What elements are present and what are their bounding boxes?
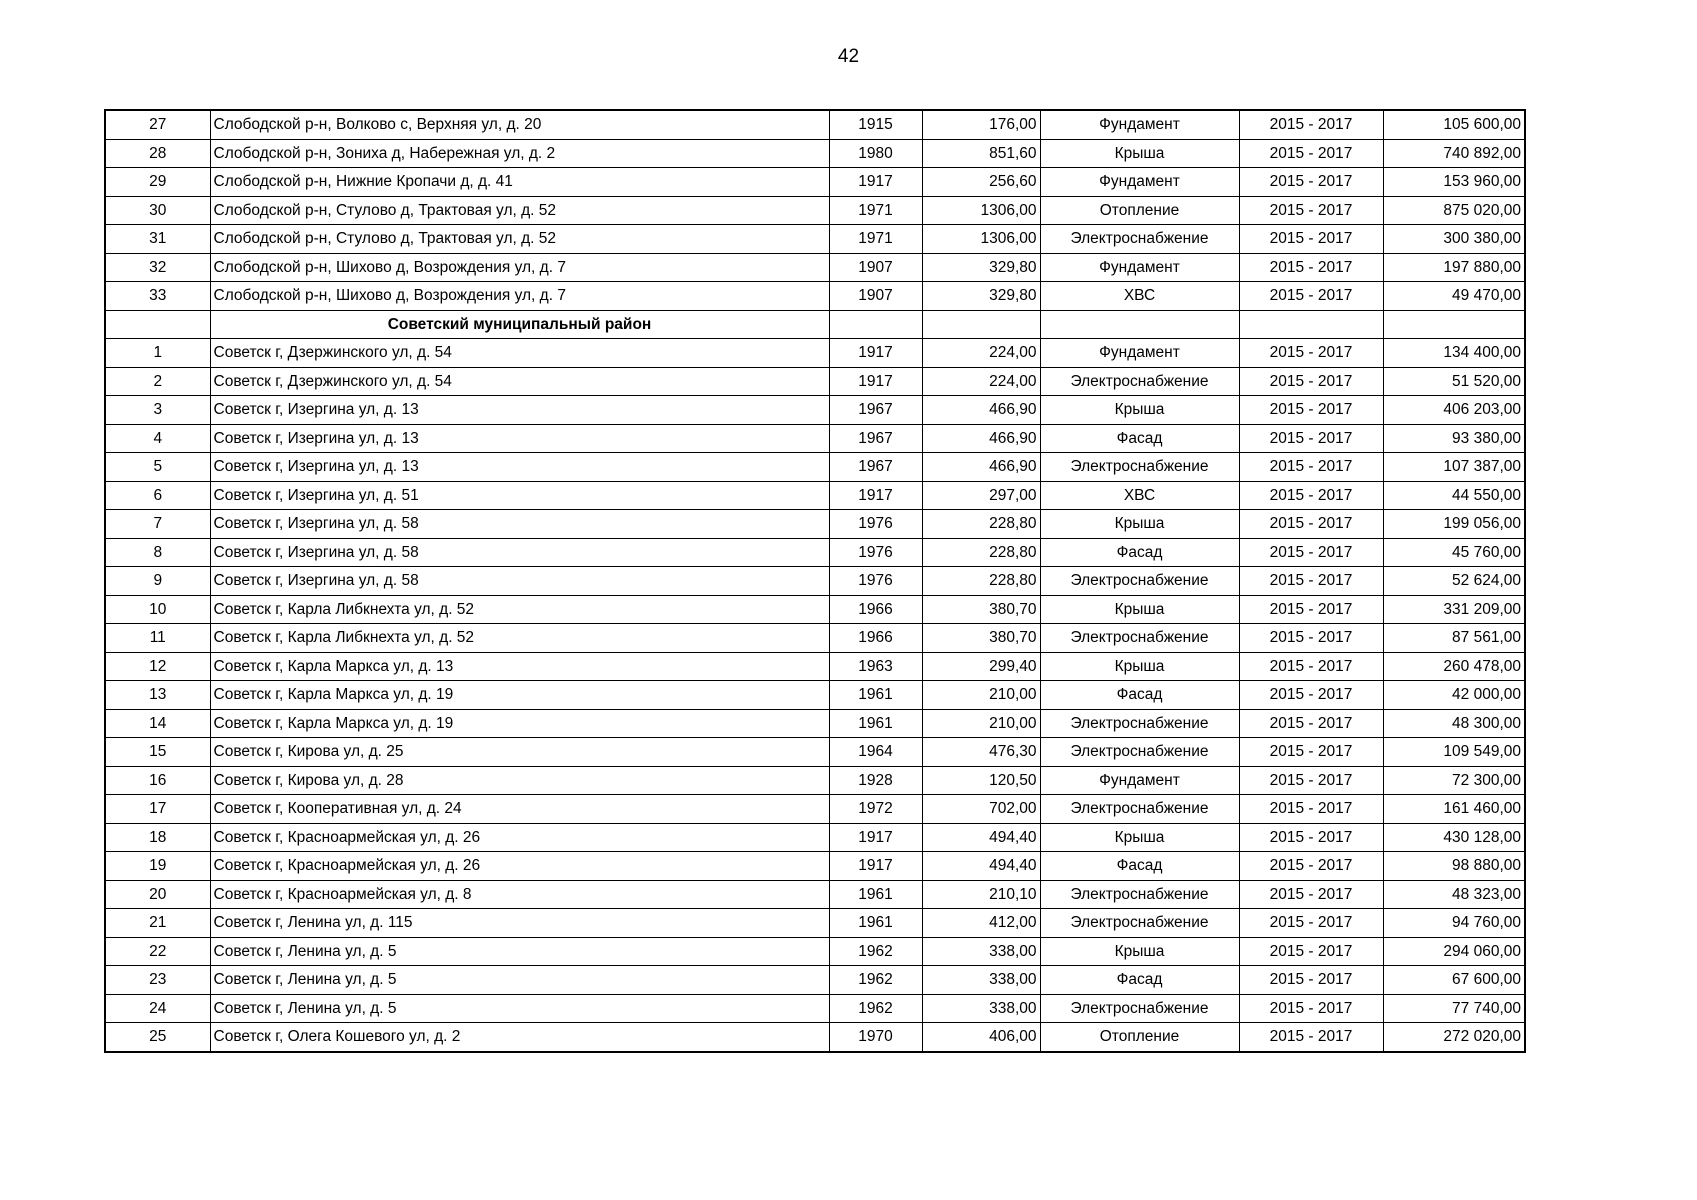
cell-cost: 331 209,00: [1383, 595, 1525, 624]
cell-cost: 67 600,00: [1383, 966, 1525, 995]
table-row: [105, 738, 1525, 767]
repair-schedule-table: [104, 109, 1526, 1053]
cell-address: Советск г, Ленина ул, д. 5: [210, 994, 829, 1023]
cell-area: 1306,00: [922, 196, 1040, 225]
cell-address: Советск г, Изергина ул, д. 13: [210, 396, 829, 425]
table-row: [105, 681, 1525, 710]
cell-period: 2015 - 2017: [1239, 453, 1383, 482]
cell-year: 1972: [829, 795, 922, 824]
cell-year: 1976: [829, 510, 922, 539]
cell-work-type: Отопление: [1040, 1023, 1239, 1052]
cell-empty: [1383, 310, 1525, 339]
cell-year: 1907: [829, 282, 922, 311]
cell-area: 210,00: [922, 681, 1040, 710]
cell-period: 2015 - 2017: [1239, 396, 1383, 425]
cell-year: 1967: [829, 396, 922, 425]
cell-number: 16: [105, 766, 210, 795]
cell-period: 2015 - 2017: [1239, 766, 1383, 795]
table-row: [105, 823, 1525, 852]
cell-empty: [1239, 310, 1383, 339]
cell-address: Советск г, Кирова ул, д. 25: [210, 738, 829, 767]
cell-cost: 48 300,00: [1383, 709, 1525, 738]
cell-empty: [105, 310, 210, 339]
cell-empty: [922, 310, 1040, 339]
cell-period: 2015 - 2017: [1239, 795, 1383, 824]
cell-area: 412,00: [922, 909, 1040, 938]
cell-year: 1915: [829, 110, 922, 139]
cell-work-type: Фундамент: [1040, 253, 1239, 282]
cell-year: 1928: [829, 766, 922, 795]
table-row: [105, 453, 1525, 482]
cell-area: 1306,00: [922, 225, 1040, 254]
cell-cost: 93 380,00: [1383, 424, 1525, 453]
cell-cost: 107 387,00: [1383, 453, 1525, 482]
cell-number: 13: [105, 681, 210, 710]
cell-number: 27: [105, 110, 210, 139]
cell-year: 1961: [829, 909, 922, 938]
cell-number: 33: [105, 282, 210, 311]
cell-area: 329,80: [922, 253, 1040, 282]
table-row: [105, 225, 1525, 254]
cell-address: Слободской р-н, Волково с, Верхняя ул, д. 20: [210, 110, 829, 139]
table-row: [105, 110, 1525, 139]
cell-area: 228,80: [922, 510, 1040, 539]
cell-cost: 45 760,00: [1383, 538, 1525, 567]
table-row: [105, 652, 1525, 681]
cell-year: 1917: [829, 481, 922, 510]
cell-period: 2015 - 2017: [1239, 424, 1383, 453]
cell-work-type: Электроснабжение: [1040, 880, 1239, 909]
cell-address: Советск г, Красноармейская ул, д. 26: [210, 852, 829, 881]
cell-address: Советск г, Карла Либкнехта ул, д. 52: [210, 624, 829, 653]
cell-year: 1962: [829, 994, 922, 1023]
cell-work-type: Крыша: [1040, 937, 1239, 966]
table-row: [105, 994, 1525, 1023]
cell-cost: 134 400,00: [1383, 339, 1525, 368]
cell-address: Слободской р-н, Шихово д, Возрождения ул, д. 7: [210, 282, 829, 311]
cell-cost: 105 600,00: [1383, 110, 1525, 139]
cell-number: 29: [105, 168, 210, 197]
cell-period: 2015 - 2017: [1239, 367, 1383, 396]
cell-number: 1: [105, 339, 210, 368]
table-row: [105, 567, 1525, 596]
cell-address: Слободской р-н, Стулово д, Трактовая ул, д. 52: [210, 196, 829, 225]
cell-number: 19: [105, 852, 210, 881]
cell-work-type: Электроснабжение: [1040, 795, 1239, 824]
cell-number: 18: [105, 823, 210, 852]
cell-cost: 42 000,00: [1383, 681, 1525, 710]
cell-area: 851,60: [922, 139, 1040, 168]
table-row: [105, 1023, 1525, 1052]
cell-year: 1961: [829, 880, 922, 909]
cell-number: 24: [105, 994, 210, 1023]
cell-address: Слободской р-н, Стулово д, Трактовая ул, д. 52: [210, 225, 829, 254]
cell-work-type: Фасад: [1040, 424, 1239, 453]
section-title: Советский муниципальный район: [210, 310, 829, 339]
cell-empty: [1040, 310, 1239, 339]
cell-cost: 406 203,00: [1383, 396, 1525, 425]
cell-work-type: Фасад: [1040, 538, 1239, 567]
cell-area: 176,00: [922, 110, 1040, 139]
cell-period: 2015 - 2017: [1239, 538, 1383, 567]
cell-address: Советск г, Изергина ул, д. 58: [210, 567, 829, 596]
cell-work-type: Фундамент: [1040, 110, 1239, 139]
cell-address: Советск г, Карла Маркса ул, д. 19: [210, 681, 829, 710]
cell-period: 2015 - 2017: [1239, 110, 1383, 139]
cell-number: 17: [105, 795, 210, 824]
cell-number: 22: [105, 937, 210, 966]
cell-number: 15: [105, 738, 210, 767]
cell-year: 1970: [829, 1023, 922, 1052]
page-number: 42: [837, 46, 860, 67]
cell-work-type: Крыша: [1040, 396, 1239, 425]
cell-number: 8: [105, 538, 210, 567]
cell-area: 210,10: [922, 880, 1040, 909]
cell-year: 1963: [829, 652, 922, 681]
cell-year: 1971: [829, 196, 922, 225]
cell-work-type: Фасад: [1040, 966, 1239, 995]
table-row: [105, 880, 1525, 909]
cell-number: 31: [105, 225, 210, 254]
cell-number: 7: [105, 510, 210, 539]
cell-cost: 44 550,00: [1383, 481, 1525, 510]
cell-cost: 199 056,00: [1383, 510, 1525, 539]
cell-number: 6: [105, 481, 210, 510]
cell-area: 228,80: [922, 567, 1040, 596]
cell-year: 1971: [829, 225, 922, 254]
cell-year: 1976: [829, 538, 922, 567]
table-row: [105, 538, 1525, 567]
cell-area: 299,40: [922, 652, 1040, 681]
cell-number: 14: [105, 709, 210, 738]
cell-number: 32: [105, 253, 210, 282]
cell-cost: 98 880,00: [1383, 852, 1525, 881]
section-row: [105, 310, 1525, 339]
cell-year: 1907: [829, 253, 922, 282]
cell-address: Слободской р-н, Шихово д, Возрождения ул, д. 7: [210, 253, 829, 282]
cell-area: 338,00: [922, 966, 1040, 995]
cell-period: 2015 - 2017: [1239, 709, 1383, 738]
cell-address: Советск г, Изергина ул, д. 58: [210, 510, 829, 539]
cell-area: 406,00: [922, 1023, 1040, 1052]
cell-period: 2015 - 2017: [1239, 738, 1383, 767]
cell-cost: 51 520,00: [1383, 367, 1525, 396]
cell-cost: 77 740,00: [1383, 994, 1525, 1023]
cell-number: 25: [105, 1023, 210, 1052]
cell-address: Слободской р-н, Нижние Кропачи д, д. 41: [210, 168, 829, 197]
table-row: [105, 595, 1525, 624]
cell-work-type: Крыша: [1040, 510, 1239, 539]
table-body: [105, 110, 1525, 1052]
cell-work-type: Фасад: [1040, 681, 1239, 710]
cell-address: Советск г, Карла Маркса ул, д. 13: [210, 652, 829, 681]
cell-work-type: Электроснабжение: [1040, 453, 1239, 482]
cell-number: 11: [105, 624, 210, 653]
cell-number: 12: [105, 652, 210, 681]
table-row: [105, 795, 1525, 824]
cell-area: 228,80: [922, 538, 1040, 567]
cell-work-type: Фасад: [1040, 852, 1239, 881]
cell-area: 256,60: [922, 168, 1040, 197]
cell-address: Советск г, Изергина ул, д. 58: [210, 538, 829, 567]
cell-empty: [829, 310, 922, 339]
cell-year: 1962: [829, 937, 922, 966]
cell-work-type: Фундамент: [1040, 168, 1239, 197]
cell-cost: 430 128,00: [1383, 823, 1525, 852]
cell-address: Слободской р-н, Зониха д, Набережная ул, д. 2: [210, 139, 829, 168]
cell-cost: 153 960,00: [1383, 168, 1525, 197]
cell-number: 20: [105, 880, 210, 909]
cell-work-type: Электроснабжение: [1040, 738, 1239, 767]
table-row: [105, 852, 1525, 881]
cell-work-type: Крыша: [1040, 139, 1239, 168]
cell-address: Советск г, Ленина ул, д. 5: [210, 937, 829, 966]
cell-work-type: ХВС: [1040, 282, 1239, 311]
cell-cost: 87 561,00: [1383, 624, 1525, 653]
cell-number: 2: [105, 367, 210, 396]
cell-number: 3: [105, 396, 210, 425]
cell-number: 21: [105, 909, 210, 938]
cell-number: 4: [105, 424, 210, 453]
cell-cost: 161 460,00: [1383, 795, 1525, 824]
cell-period: 2015 - 2017: [1239, 880, 1383, 909]
cell-work-type: Электроснабжение: [1040, 367, 1239, 396]
cell-address: Советск г, Дзержинского ул, д. 54: [210, 339, 829, 368]
cell-year: 1917: [829, 852, 922, 881]
table-row: [105, 424, 1525, 453]
cell-area: 297,00: [922, 481, 1040, 510]
table-row: [105, 909, 1525, 938]
cell-year: 1967: [829, 453, 922, 482]
table-row: [105, 510, 1525, 539]
cell-area: 329,80: [922, 282, 1040, 311]
cell-area: 380,70: [922, 595, 1040, 624]
cell-work-type: Электроснабжение: [1040, 994, 1239, 1023]
table-row: [105, 367, 1525, 396]
table-row: [105, 196, 1525, 225]
cell-area: 494,40: [922, 852, 1040, 881]
cell-year: 1917: [829, 168, 922, 197]
cell-work-type: Фундамент: [1040, 766, 1239, 795]
cell-number: 5: [105, 453, 210, 482]
cell-period: 2015 - 2017: [1239, 681, 1383, 710]
cell-address: Советск г, Кирова ул, д. 28: [210, 766, 829, 795]
cell-address: Советск г, Олега Кошевого ул, д. 2: [210, 1023, 829, 1052]
cell-work-type: ХВС: [1040, 481, 1239, 510]
cell-period: 2015 - 2017: [1239, 168, 1383, 197]
cell-area: 466,90: [922, 396, 1040, 425]
cell-number: 30: [105, 196, 210, 225]
table-row: [105, 282, 1525, 311]
cell-cost: 94 760,00: [1383, 909, 1525, 938]
cell-work-type: Электроснабжение: [1040, 624, 1239, 653]
cell-area: 224,00: [922, 367, 1040, 396]
cell-address: Советск г, Ленина ул, д. 115: [210, 909, 829, 938]
cell-work-type: Отопление: [1040, 196, 1239, 225]
cell-work-type: Электроснабжение: [1040, 225, 1239, 254]
cell-period: 2015 - 2017: [1239, 652, 1383, 681]
cell-year: 1980: [829, 139, 922, 168]
cell-period: 2015 - 2017: [1239, 510, 1383, 539]
cell-address: Советск г, Карла Либкнехта ул, д. 52: [210, 595, 829, 624]
cell-cost: 272 020,00: [1383, 1023, 1525, 1052]
table-row: [105, 481, 1525, 510]
cell-cost: 294 060,00: [1383, 937, 1525, 966]
cell-year: 1961: [829, 681, 922, 710]
cell-period: 2015 - 2017: [1239, 994, 1383, 1023]
cell-number: 10: [105, 595, 210, 624]
cell-cost: 52 624,00: [1383, 567, 1525, 596]
cell-area: 120,50: [922, 766, 1040, 795]
cell-address: Советск г, Изергина ул, д. 51: [210, 481, 829, 510]
cell-cost: 72 300,00: [1383, 766, 1525, 795]
cell-period: 2015 - 2017: [1239, 225, 1383, 254]
cell-year: 1917: [829, 339, 922, 368]
cell-address: Советск г, Дзержинского ул, д. 54: [210, 367, 829, 396]
table-row: [105, 624, 1525, 653]
cell-period: 2015 - 2017: [1239, 595, 1383, 624]
cell-work-type: Крыша: [1040, 652, 1239, 681]
cell-year: 1962: [829, 966, 922, 995]
cell-number: 23: [105, 966, 210, 995]
cell-period: 2015 - 2017: [1239, 196, 1383, 225]
cell-area: 224,00: [922, 339, 1040, 368]
table-row: [105, 139, 1525, 168]
cell-period: 2015 - 2017: [1239, 253, 1383, 282]
cell-work-type: Электроснабжение: [1040, 567, 1239, 596]
cell-area: 210,00: [922, 709, 1040, 738]
cell-period: 2015 - 2017: [1239, 823, 1383, 852]
cell-work-type: Электроснабжение: [1040, 709, 1239, 738]
cell-area: 338,00: [922, 994, 1040, 1023]
cell-period: 2015 - 2017: [1239, 282, 1383, 311]
cell-period: 2015 - 2017: [1239, 852, 1383, 881]
cell-work-type: Крыша: [1040, 595, 1239, 624]
cell-year: 1961: [829, 709, 922, 738]
cell-area: 466,90: [922, 424, 1040, 453]
cell-year: 1966: [829, 595, 922, 624]
cell-area: 380,70: [922, 624, 1040, 653]
table-row: [105, 168, 1525, 197]
cell-area: 338,00: [922, 937, 1040, 966]
cell-cost: 48 323,00: [1383, 880, 1525, 909]
table-row: [105, 709, 1525, 738]
cell-cost: 740 892,00: [1383, 139, 1525, 168]
cell-year: 1917: [829, 823, 922, 852]
cell-period: 2015 - 2017: [1239, 339, 1383, 368]
cell-address: Советск г, Ленина ул, д. 5: [210, 966, 829, 995]
cell-cost: 109 549,00: [1383, 738, 1525, 767]
cell-area: 476,30: [922, 738, 1040, 767]
table-row: [105, 253, 1525, 282]
cell-period: 2015 - 2017: [1239, 567, 1383, 596]
cell-year: 1917: [829, 367, 922, 396]
cell-period: 2015 - 2017: [1239, 937, 1383, 966]
cell-address: Советск г, Красноармейская ул, д. 8: [210, 880, 829, 909]
cell-period: 2015 - 2017: [1239, 481, 1383, 510]
table-row: [105, 937, 1525, 966]
table-row: [105, 396, 1525, 425]
table-row: [105, 966, 1525, 995]
cell-cost: 197 880,00: [1383, 253, 1525, 282]
cell-cost: 49 470,00: [1383, 282, 1525, 311]
cell-year: 1967: [829, 424, 922, 453]
cell-cost: 875 020,00: [1383, 196, 1525, 225]
cell-cost: 300 380,00: [1383, 225, 1525, 254]
cell-period: 2015 - 2017: [1239, 909, 1383, 938]
cell-address: Советск г, Изергина ул, д. 13: [210, 453, 829, 482]
cell-period: 2015 - 2017: [1239, 1023, 1383, 1052]
cell-address: Советск г, Карла Маркса ул, д. 19: [210, 709, 829, 738]
table-row: [105, 339, 1525, 368]
cell-work-type: Крыша: [1040, 823, 1239, 852]
cell-number: 28: [105, 139, 210, 168]
cell-address: Советск г, Красноармейская ул, д. 26: [210, 823, 829, 852]
cell-period: 2015 - 2017: [1239, 966, 1383, 995]
cell-year: 1964: [829, 738, 922, 767]
cell-address: Советск г, Кооперативная ул, д. 24: [210, 795, 829, 824]
cell-area: 466,90: [922, 453, 1040, 482]
cell-work-type: Электроснабжение: [1040, 909, 1239, 938]
table-row: [105, 766, 1525, 795]
cell-address: Советск г, Изергина ул, д. 13: [210, 424, 829, 453]
cell-year: 1976: [829, 567, 922, 596]
cell-period: 2015 - 2017: [1239, 139, 1383, 168]
cell-area: 702,00: [922, 795, 1040, 824]
cell-cost: 260 478,00: [1383, 652, 1525, 681]
cell-period: 2015 - 2017: [1239, 624, 1383, 653]
cell-work-type: Фундамент: [1040, 339, 1239, 368]
cell-year: 1966: [829, 624, 922, 653]
cell-number: 9: [105, 567, 210, 596]
cell-area: 494,40: [922, 823, 1040, 852]
